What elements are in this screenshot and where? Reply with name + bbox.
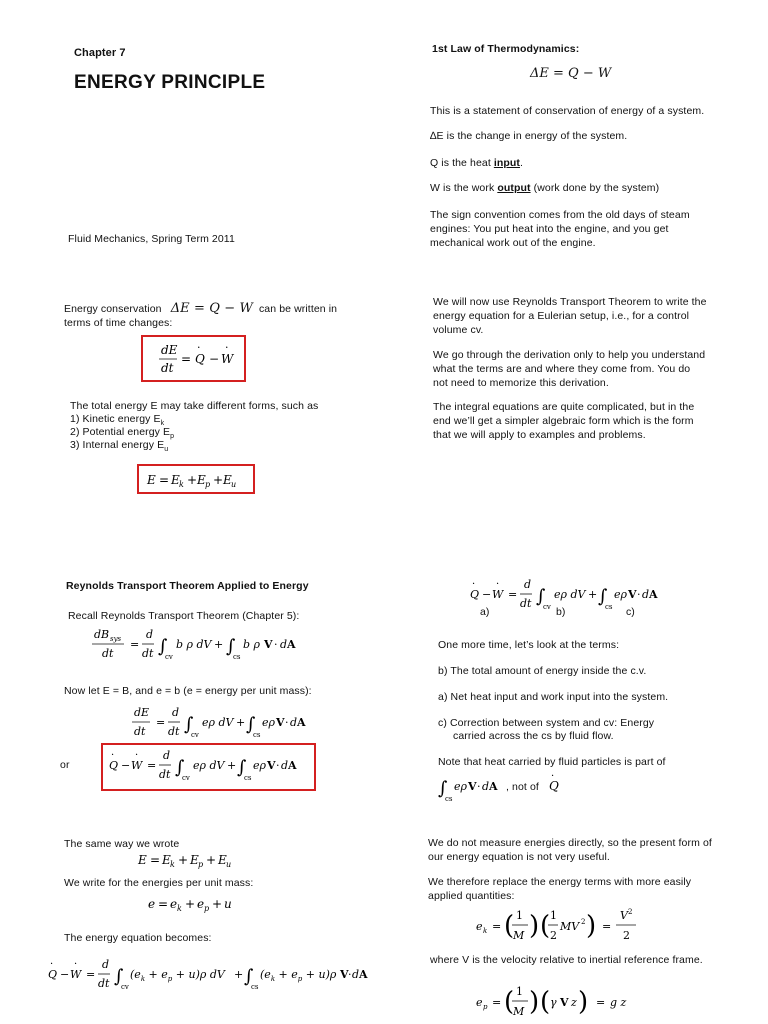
svg-text:V: V — [340, 968, 349, 981]
svg-text:E: E — [218, 853, 227, 867]
svg-text:e: e — [170, 897, 178, 911]
svg-text:p: p — [483, 1003, 488, 1011]
svg-text:E: E — [162, 853, 171, 867]
unit-mass-text: We write for the energies per unit mass: — [64, 877, 254, 889]
svg-text:k: k — [483, 927, 488, 935]
rtt-text-1: We will now use Reynolds Transport Theorem to write the energy equation for a Eulerian setup, i.e., for a control volume cv. — [433, 296, 707, 336]
svg-text:dt: dt — [102, 647, 114, 660]
svg-text:W: W — [70, 968, 82, 981]
let-e-equal-b: Now let E = B, and e = b (e = energy per unit mass): — [64, 685, 312, 697]
svg-text:d: d — [280, 638, 288, 651]
svg-text:=: = — [158, 897, 169, 911]
svg-text:∫: ∫ — [244, 966, 254, 987]
svg-text:·: · — [637, 588, 641, 601]
svg-text:A: A — [297, 716, 306, 729]
svg-text:·: · — [496, 579, 500, 590]
svg-text:MV: MV — [560, 920, 580, 933]
svg-text:b ρ: b ρ — [243, 638, 261, 651]
svg-text:∫: ∫ — [246, 714, 256, 735]
svg-text:e: e — [148, 897, 156, 911]
svg-text:(: ( — [540, 987, 551, 1017]
thermo-text-2: ∆E is the change in energy of the system. — [430, 130, 628, 142]
term-a-text: a) Net heat input and work input into the system. — [438, 691, 669, 703]
svg-text:p: p — [198, 860, 204, 869]
svg-text:Q: Q — [48, 968, 58, 981]
or-label: or — [60, 759, 70, 771]
svg-text:p: p — [204, 904, 210, 913]
energy-rtt-equation — [130, 702, 310, 742]
svg-text:Q: Q — [470, 588, 480, 601]
svg-text:cs: cs — [251, 983, 259, 991]
svg-text:(ek + ep + u)ρ: $(e_k + e_p + u)\rho$ — [260, 968, 337, 983]
svg-text:d: d — [146, 628, 154, 641]
svg-text:d: d — [482, 780, 490, 793]
svg-text:dt: dt — [142, 647, 154, 660]
svg-text:+: + — [206, 853, 217, 867]
svg-text:d: d — [163, 749, 171, 762]
svg-text:g z: g z — [610, 996, 627, 1009]
svg-text:E: E — [197, 473, 206, 487]
svg-text:u: u — [224, 897, 232, 911]
svg-text:V: V — [468, 780, 477, 793]
svg-text:·: · — [276, 759, 280, 772]
svg-text:Q: Q — [109, 759, 119, 772]
svg-text:cs: cs — [244, 774, 252, 782]
svg-text:·: · — [348, 968, 352, 981]
svg-text:=: = — [150, 853, 161, 867]
terms-intro: One more time, let’s look at the terms: — [438, 639, 620, 651]
svg-text:V: V — [264, 638, 273, 651]
svg-text:dE: dE — [134, 706, 150, 719]
svg-text:cs: cs — [233, 653, 241, 661]
svg-text:·: · — [50, 959, 54, 970]
svg-text:(ek + ep + u)ρ dV: $(e_k + e_p + u)\rho$ dV — [130, 968, 225, 983]
svg-text:+: + — [212, 897, 223, 911]
rate-equation — [143, 337, 244, 380]
svg-text:d: d — [642, 588, 650, 601]
svg-text:eρ dV: eρ dV — [193, 759, 225, 772]
svg-text:A: A — [649, 588, 658, 601]
svg-text:+: + — [236, 716, 246, 729]
svg-text:=: = — [147, 759, 157, 772]
thermo-text-5: The sign convention comes from the old days of steam engines: You put heat into the engine, and you get mechanical work out of the engine. — [430, 209, 690, 249]
thermo-heading: 1st Law of Thermodynamics: — [432, 43, 580, 55]
svg-text:dB: dB — [94, 628, 110, 641]
svg-text:·: · — [74, 959, 78, 970]
svg-text:k: k — [177, 904, 182, 913]
specific-energy-sum — [146, 893, 266, 915]
rtt-equation — [92, 624, 302, 664]
term-label-c: c) — [626, 606, 635, 618]
svg-text:e: e — [476, 996, 483, 1009]
first-law-equation: ΔE = Q − W — [530, 66, 612, 81]
term-label-b: b) — [556, 606, 566, 618]
svg-text:dt: dt — [98, 977, 110, 990]
svg-text:dt: dt — [159, 768, 171, 781]
chapter-label: Chapter 7 — [74, 47, 126, 59]
svg-text:): ) — [529, 911, 540, 941]
svg-text:2: 2 — [581, 918, 586, 926]
svg-text:∫: ∫ — [158, 636, 168, 657]
svg-text:∫: ∫ — [536, 586, 546, 607]
svg-text:eρ: eρ — [253, 759, 266, 772]
svg-text:V: V — [276, 716, 285, 729]
svg-text:+: + — [588, 588, 598, 601]
svg-text:·: · — [477, 780, 481, 793]
svg-text:A: A — [489, 780, 498, 793]
kinetic-energy-equation — [474, 904, 654, 950]
svg-text:z: z — [571, 996, 577, 1009]
svg-text:V: V — [620, 909, 628, 922]
svg-text:(: ( — [504, 987, 515, 1017]
svg-text:=: = — [156, 716, 166, 729]
svg-text:eρ dV: eρ dV — [554, 588, 586, 601]
svg-text:−: − — [121, 759, 131, 772]
page-title: ENERGY PRINCIPLE — [74, 72, 266, 93]
svg-text:d: d — [281, 759, 289, 772]
svg-text:eρ: eρ — [262, 716, 275, 729]
rtt-text-2: We go through the derivation only to help you understand what the terms are and where they come from. You do not need to memorize this derivation. — [433, 349, 706, 389]
svg-text:dt: dt — [161, 361, 174, 375]
svg-text:): ) — [529, 987, 540, 1017]
energy-form-item: 3) Internal energy $E_u$ — [70, 439, 169, 454]
svg-text:W: W — [492, 588, 504, 601]
svg-text:=: = — [181, 352, 192, 366]
svg-text:·: · — [135, 750, 139, 761]
svg-text:dt: dt — [168, 725, 180, 738]
svg-text:p: p — [205, 480, 211, 489]
svg-text:eρ dV: eρ dV — [202, 716, 234, 729]
heat-note: Note that heat carried by fluid particles is part of — [438, 756, 666, 768]
rtt-text-3: The integral equations are quite complicated, but in the end we’ll get a simpler algebraic form which is the form that we will apply to examples and problems. — [433, 401, 695, 441]
svg-text:M: M — [513, 929, 525, 942]
svg-text:A: A — [287, 638, 296, 651]
svg-text:+: + — [214, 638, 224, 651]
svg-text:·: · — [111, 750, 115, 761]
svg-text:Q: Q — [549, 779, 559, 793]
svg-text:sys: sys — [110, 635, 122, 643]
svg-text:e: e — [197, 897, 205, 911]
thermo-text-1: This is a statement of conservation of energy of a system. — [430, 105, 705, 117]
svg-text:cs: cs — [445, 795, 453, 803]
svg-text:eρ: eρ — [454, 780, 467, 793]
svg-text:2: 2 — [623, 929, 630, 942]
term-c-text-2: carried across the cs by fluid flow. — [453, 730, 614, 742]
svg-text:E: E — [190, 853, 199, 867]
term-label-a: a) — [480, 606, 490, 618]
svg-text:cv: cv — [165, 653, 173, 661]
svg-text:·: · — [551, 771, 555, 782]
equation-becomes-text: The energy equation becomes: — [64, 932, 212, 944]
svg-text:V: V — [560, 996, 569, 1009]
svg-text:1: 1 — [550, 909, 557, 922]
svg-text:cv: cv — [182, 774, 190, 782]
total-energy-sum — [136, 849, 266, 871]
svg-text:(: ( — [540, 911, 551, 941]
svg-text:cs: cs — [253, 731, 261, 739]
svg-text:∫: ∫ — [175, 757, 185, 778]
svg-text:dt: dt — [520, 597, 532, 610]
svg-text:d: d — [102, 958, 110, 971]
svg-text:=: = — [508, 588, 518, 601]
svg-text:V: V — [267, 759, 276, 772]
svg-text:·: · — [285, 716, 289, 729]
svg-text:+: + — [185, 897, 196, 911]
svg-text:∫: ∫ — [184, 714, 194, 735]
svg-text:−: − — [482, 588, 492, 601]
energy-forms-intro: The total energy E may take different forms, such as — [70, 400, 319, 412]
svg-text:cv: cv — [121, 983, 129, 991]
replace-terms-text: We therefore replace the energy terms with more easily applied quantities: — [428, 876, 692, 902]
svg-text:−: − — [60, 968, 70, 981]
svg-text:E: E — [147, 473, 156, 487]
svg-text:2: 2 — [628, 908, 633, 916]
rtt-energy-heading: Reynolds Transport Theorem Applied to Energy — [66, 580, 309, 592]
energy-equation-repeat — [468, 574, 668, 614]
svg-text:+: + — [187, 473, 198, 487]
course-label: Fluid Mechanics, Spring Term 2011 — [68, 233, 235, 245]
svg-text:=: = — [596, 996, 606, 1009]
svg-text:+: + — [213, 473, 224, 487]
svg-text:·: · — [274, 638, 278, 651]
svg-text:u: u — [226, 860, 232, 869]
term-c-text: c) Correction between system and cv: Energy — [438, 717, 655, 729]
total-energy-box — [137, 464, 255, 494]
svg-text:2: 2 — [550, 929, 557, 942]
svg-text:): ) — [578, 987, 589, 1017]
svg-text:γ: γ — [550, 996, 557, 1009]
svg-text:E: E — [171, 473, 180, 487]
svg-text:=: = — [492, 920, 502, 933]
svg-text:dt: dt — [134, 725, 146, 738]
same-way-text: The same way we wrote — [64, 838, 180, 850]
energy-form-item: 1) Kinetic energy $E_k$ — [70, 413, 165, 428]
energy-form-item: 2) Potential energy $E_p$ — [70, 426, 175, 441]
svg-text:1: 1 — [516, 985, 523, 998]
svg-text:k: k — [170, 860, 175, 869]
svg-text:cs: cs — [605, 603, 613, 611]
svg-text:∫: ∫ — [598, 586, 608, 607]
velocity-note: where V is the velocity relative to inertial reference frame. — [430, 954, 703, 966]
thermo-text-4: W is the work output (work done by the system) — [430, 182, 660, 194]
svg-text:u: u — [231, 480, 237, 489]
energy-conservation-line: Energy conservation ΔE = Q − W can be written in — [64, 301, 338, 316]
svg-text:1: 1 — [516, 909, 523, 922]
svg-text:W: W — [131, 759, 143, 772]
svg-text:W: W — [221, 352, 234, 366]
svg-text:A: A — [359, 968, 368, 981]
svg-text:∫: ∫ — [237, 757, 247, 778]
svg-text:+: + — [227, 759, 237, 772]
energy-conservation-line-2: terms of time changes: — [64, 317, 173, 329]
svg-text:A: A — [288, 759, 297, 772]
svg-text:e: e — [476, 920, 483, 933]
total-energy-equation — [139, 466, 253, 492]
svg-text:d: d — [524, 578, 532, 591]
svg-text:): ) — [586, 911, 597, 941]
thermo-text-3: Q is the heat input. — [430, 157, 524, 169]
svg-text:∫: ∫ — [114, 966, 124, 987]
q-dot-symbol — [546, 772, 566, 794]
svg-text:k: k — [179, 480, 184, 489]
svg-text:+: + — [178, 853, 189, 867]
potential-energy-equation — [474, 982, 664, 1024]
svg-text:·: · — [197, 341, 201, 354]
full-energy-equation — [46, 954, 366, 998]
svg-text:·: · — [225, 341, 229, 354]
energy-equation-box — [101, 743, 316, 791]
svg-text:eρ: eρ — [614, 588, 627, 601]
svg-text:∫: ∫ — [438, 778, 448, 799]
svg-text:−: − — [209, 352, 220, 366]
rtt-recall: Recall Reynolds Transport Theorem (Chapter 5): — [68, 610, 300, 622]
svg-text:∫: ∫ — [226, 636, 236, 657]
svg-text:cv: cv — [191, 731, 199, 739]
svg-text:dE: dE — [161, 343, 178, 357]
svg-text:=: = — [492, 996, 502, 1009]
not-of-text: , not of — [506, 781, 539, 793]
rate-equation-box — [141, 335, 246, 382]
svg-text:b ρ dV: b ρ dV — [176, 638, 212, 651]
svg-text:·: · — [472, 579, 476, 590]
svg-text:=: = — [130, 638, 140, 651]
svg-text:+: + — [234, 968, 244, 981]
svg-text:d: d — [290, 716, 298, 729]
svg-text:M: M — [513, 1005, 525, 1018]
svg-text:(: ( — [504, 911, 515, 941]
svg-text:d: d — [352, 968, 360, 981]
svg-text:E: E — [223, 473, 232, 487]
svg-text:=: = — [159, 473, 170, 487]
svg-text:Q: Q — [195, 352, 205, 366]
svg-text:V: V — [628, 588, 637, 601]
svg-text:cv: cv — [543, 603, 551, 611]
svg-text:E: E — [138, 853, 147, 867]
term-b-text: b) The total amount of energy inside the c.v. — [438, 665, 647, 677]
svg-text:=: = — [602, 920, 612, 933]
measure-energies-text: We do not measure energies directly, so the present form of our energy equation is not very useful. — [428, 837, 712, 863]
svg-text:=: = — [86, 968, 96, 981]
svg-text:d: d — [172, 706, 180, 719]
energy-equation — [103, 745, 314, 789]
